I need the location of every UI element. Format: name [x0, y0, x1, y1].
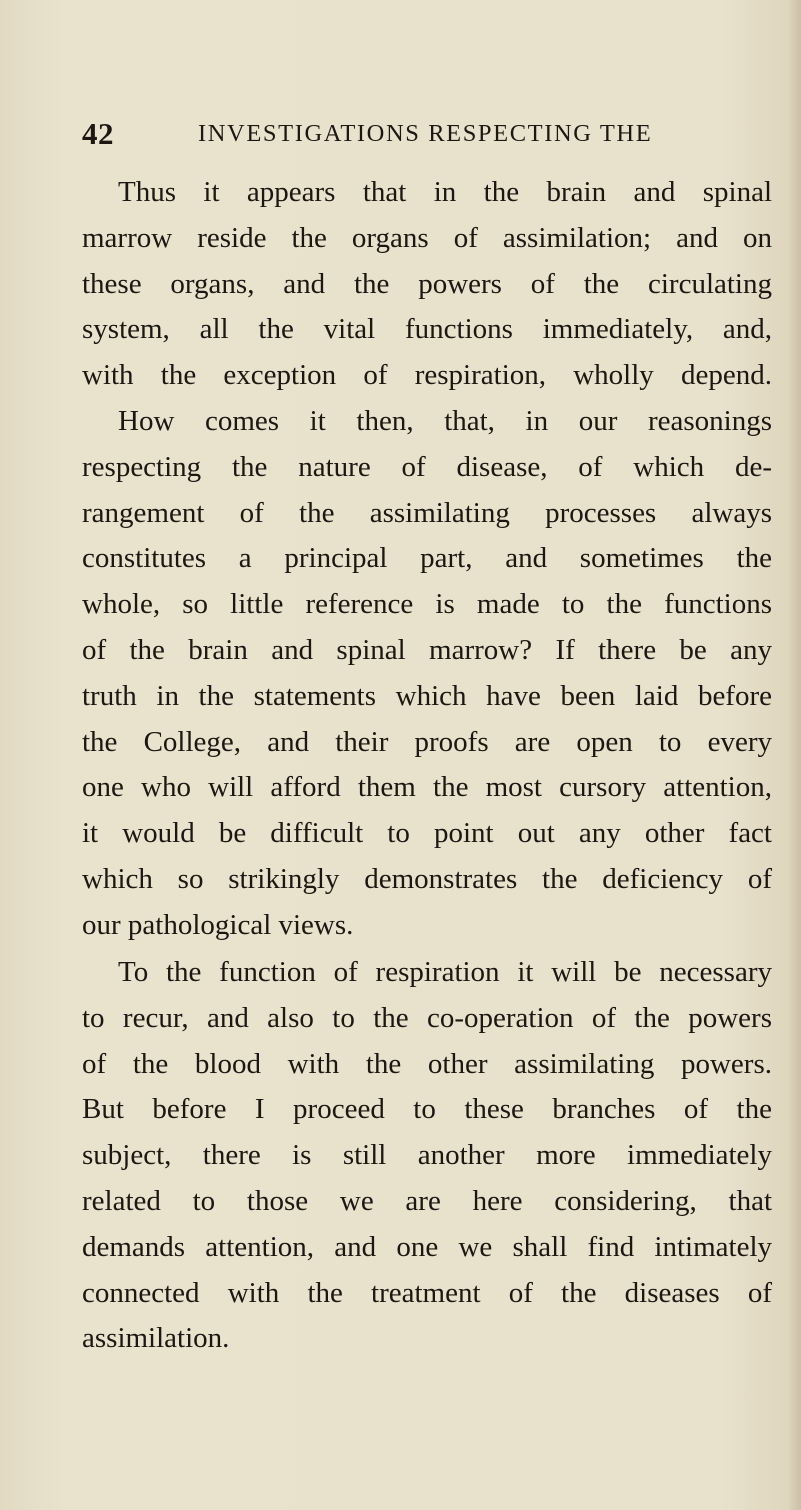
text-line: Thus it appears that in the brain and spinal [118, 176, 772, 208]
page-number: 42 [82, 116, 114, 151]
text-line: to recur, and also to the co-operation of the powers [82, 1001, 772, 1034]
page-header [82, 116, 722, 152]
text-line: system, all the vital functions immediately, and, [82, 313, 772, 346]
text-line: it would be difficult to point out any other fact [82, 817, 772, 850]
page-edge-shadow [787, 0, 801, 1510]
text-line: whole, so little reference is made to the functions [82, 588, 772, 621]
text-line: demands attention, and one we shall find intimately [82, 1230, 772, 1263]
paragraph-1 [82, 170, 772, 399]
text-line: truth in the statements which have been laid before [82, 679, 772, 712]
text-line: of the blood with the other assimilating powers. [82, 1047, 772, 1080]
text-line: subject, there is still another more immediately [82, 1139, 772, 1172]
text-line: But before I proceed to these branches of the [82, 1093, 772, 1126]
text-line: these organs, and the powers of the circulating [82, 267, 772, 300]
text-line: our pathological views. [82, 908, 354, 941]
paragraph-3 [82, 950, 772, 1362]
text-line: rangement of the assimilating processes always [82, 496, 772, 529]
text-line: marrow reside the organs of assimilation; and on [82, 221, 772, 254]
running-head: INVESTIGATIONS RESPECTING THE [198, 120, 653, 147]
text-line: How comes it then, that, in our reasonings [118, 405, 772, 437]
paragraph-2 [82, 399, 772, 949]
text-line: connected with the treatment of the diseases of [82, 1276, 772, 1309]
text-line: which so strikingly demonstrates the deficiency of [82, 862, 772, 895]
text-line: of the brain and spinal marrow? If there be any [82, 633, 772, 666]
text-line: To the function of respiration it will be necessary [118, 956, 772, 988]
text-line: related to those we are here considering, that [82, 1184, 772, 1217]
text-line: one who will afford them the most cursory attention, [82, 771, 772, 804]
text-line: with the exception of respiration, wholly depend. [82, 359, 772, 392]
text-line: constitutes a principal part, and sometimes the [82, 542, 772, 575]
text-line: the College, and their proofs are open to every [82, 725, 772, 758]
text-line: assimilation. [82, 1322, 230, 1355]
text-line: respecting the nature of disease, of which de- [82, 450, 772, 483]
